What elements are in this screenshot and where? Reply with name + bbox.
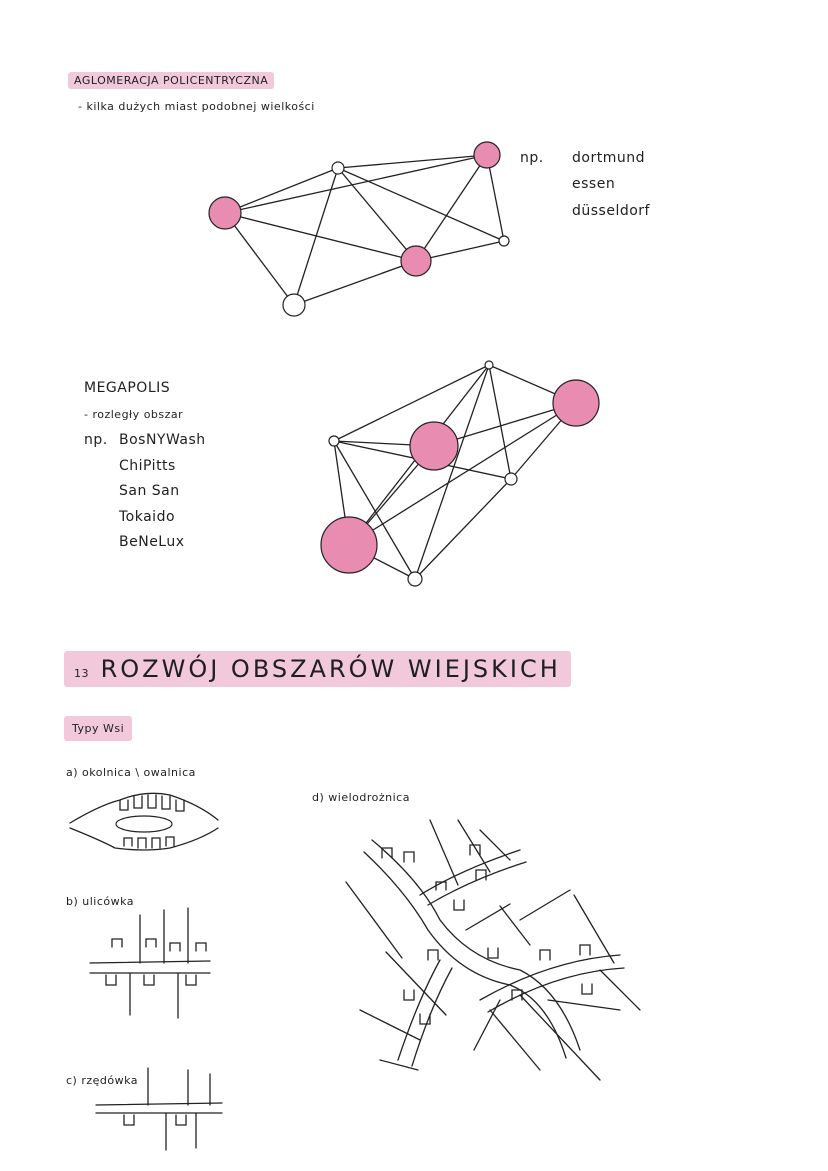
section2-subtitle: - rozległy obszar <box>84 408 184 421</box>
section2-example-5: BeNeLux <box>119 534 185 550</box>
section1-title: AGLOMERACJA POLICENTRYCZNA <box>68 72 274 89</box>
village-types-heading: Typy Wsi <box>64 716 132 741</box>
type-d-label: d) wielodrożnica <box>312 791 410 804</box>
section2-title: MEGAPOLIS <box>84 380 171 396</box>
section1-example-2: essen <box>572 176 616 192</box>
section1-example-3: düsseldorf <box>572 203 650 219</box>
section1-examples-prefix: np. <box>520 150 544 166</box>
type-a-label: a) okolnica \ owalnica <box>66 766 196 779</box>
section2-example-1: BosNYWash <box>119 432 206 448</box>
section1-example-1: dortmund <box>572 150 645 166</box>
type-b-label: b) ulicówka <box>66 895 135 908</box>
section2-example-3: San San <box>119 483 180 499</box>
section2-example-2: ChiPitts <box>119 458 176 474</box>
section2-examples-prefix: np. <box>84 432 108 448</box>
section3-title: ROZWÓJ OBSZARÓW WIEJSKICH <box>100 655 561 683</box>
section3-number: 13 <box>74 667 89 680</box>
type-c-label: c) rzędówka <box>66 1074 139 1087</box>
section1-subtitle: - kilka dużych miast podobnej wielkości <box>78 100 315 113</box>
section2-example-4: Tokaido <box>119 509 176 525</box>
